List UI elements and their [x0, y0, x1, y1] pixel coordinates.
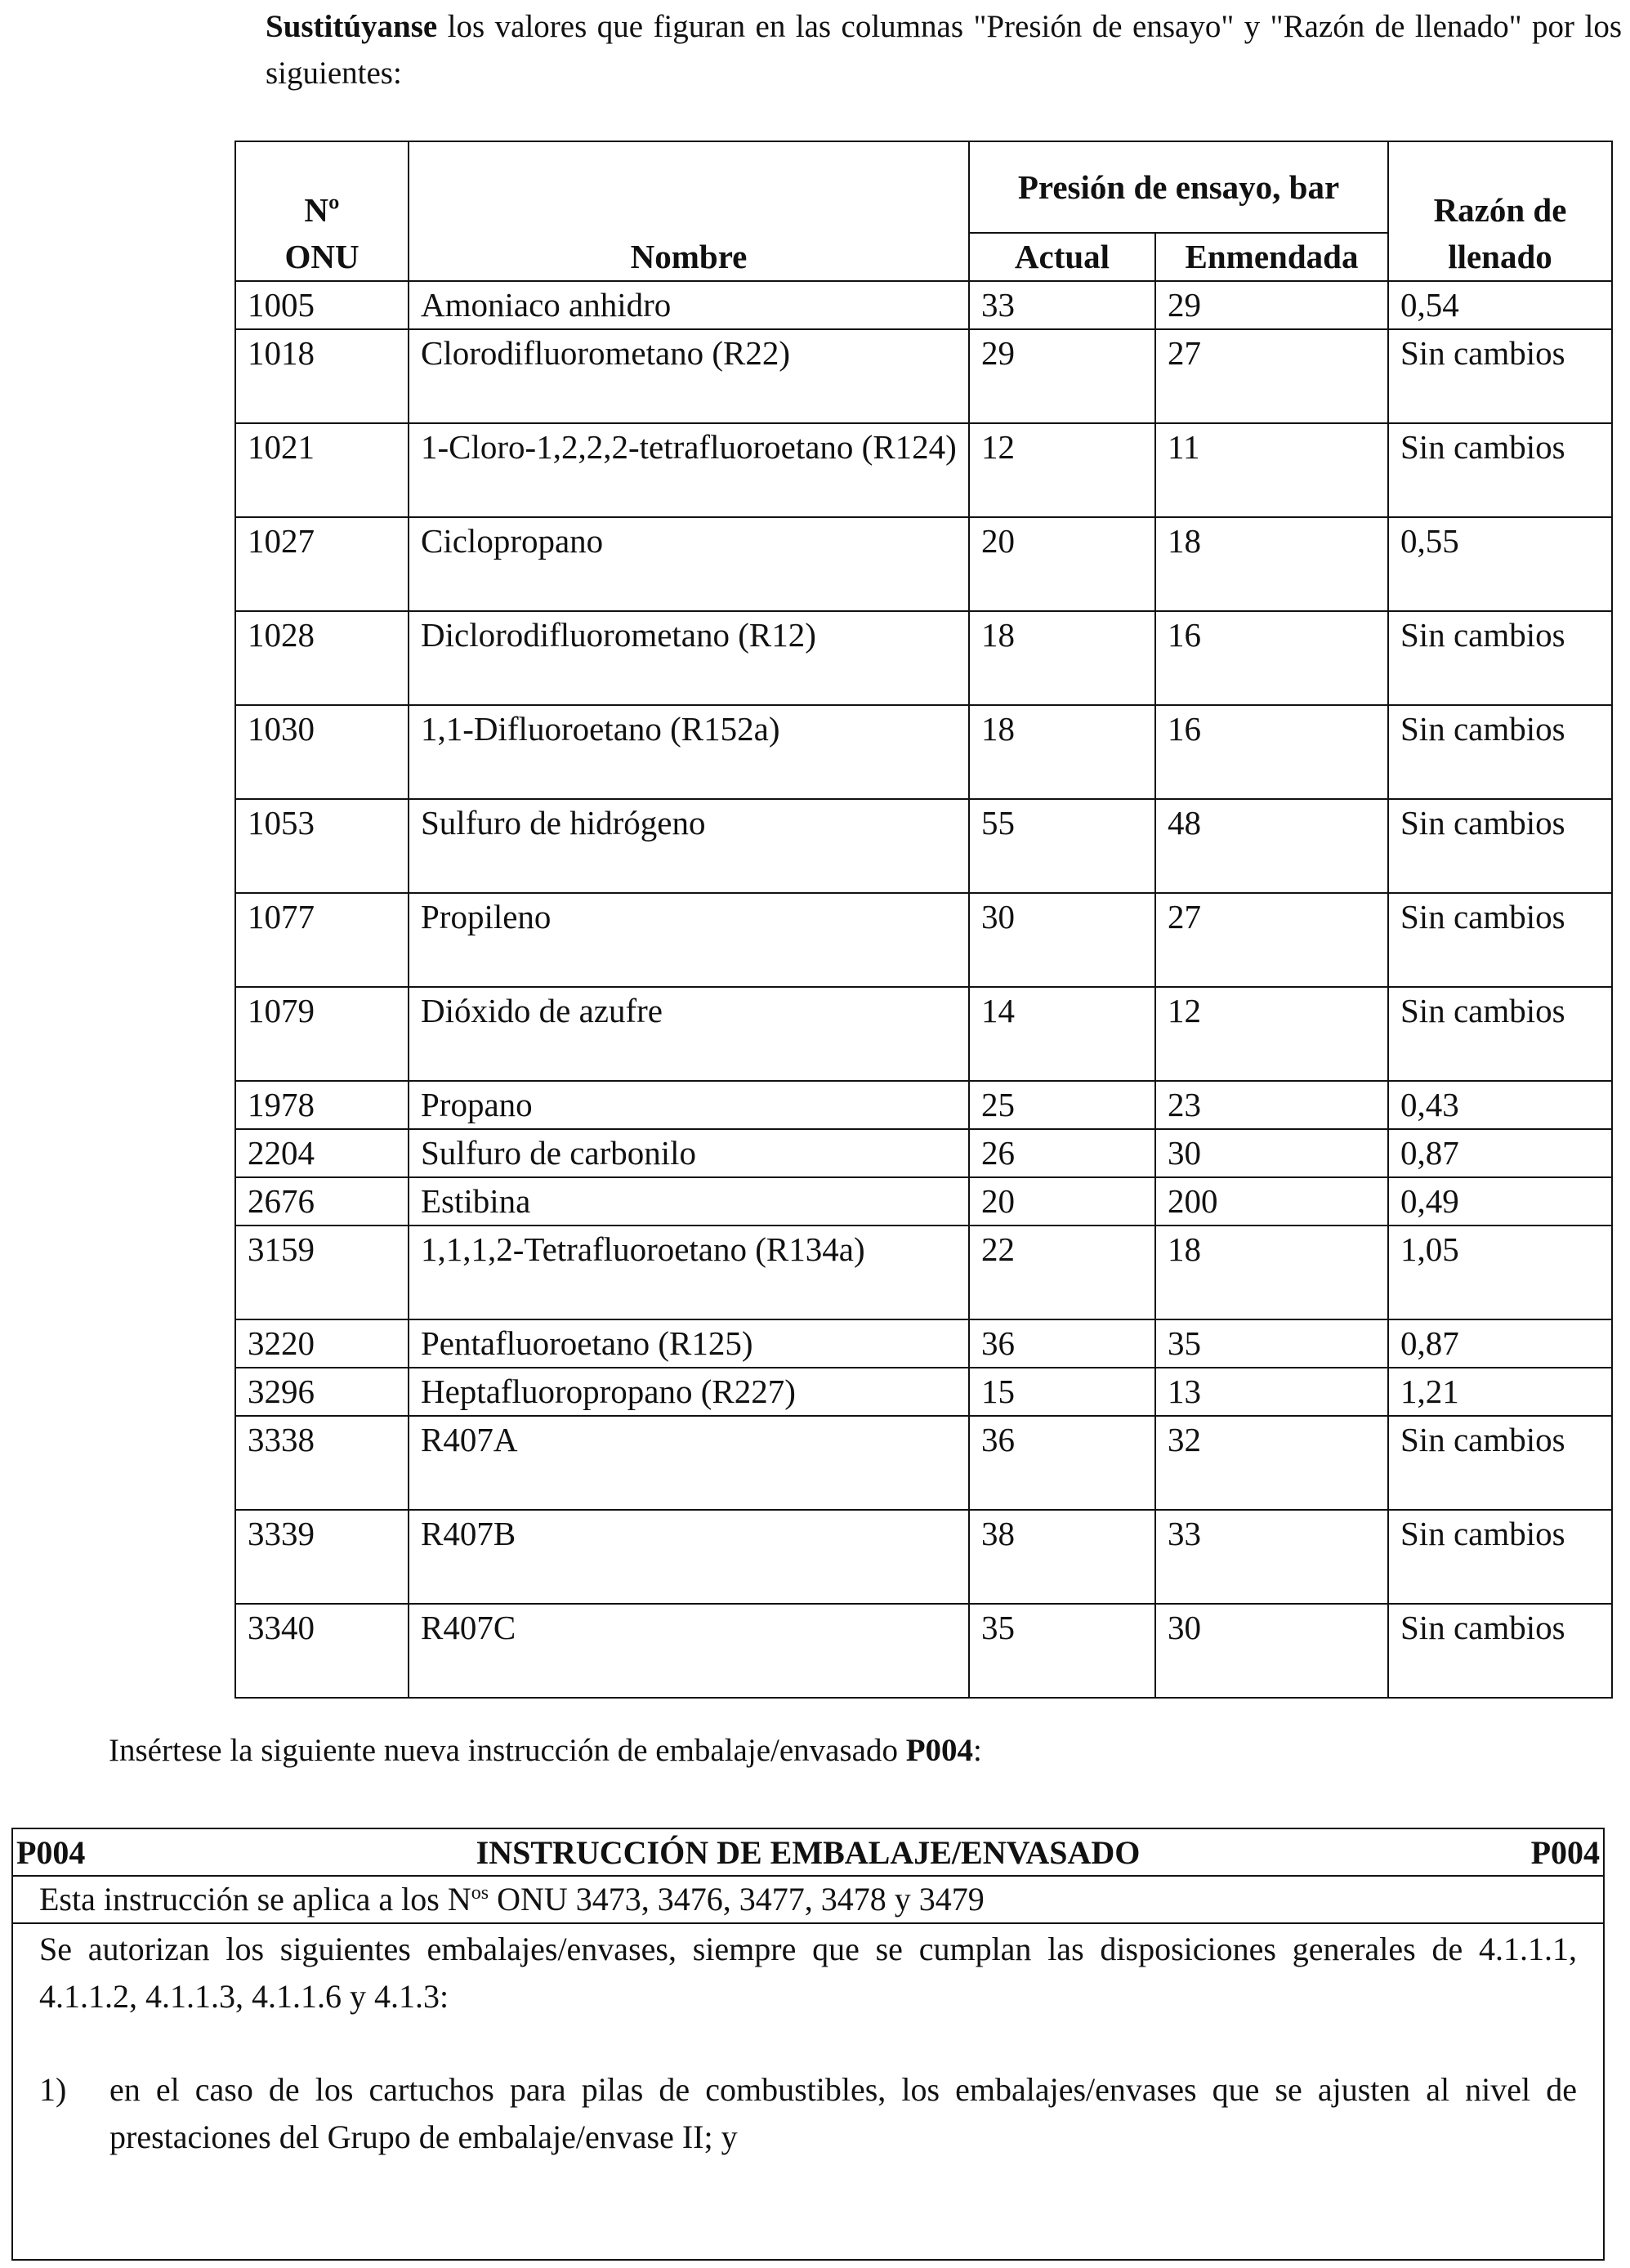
- onu-cell: 1021: [235, 423, 409, 517]
- table-row: [235, 281, 1612, 329]
- actual-pressure-cell: 15: [969, 1368, 1155, 1416]
- amended-pressure-cell: 30: [1155, 1129, 1388, 1177]
- onu-cell: 3338: [235, 1416, 409, 1510]
- onu-cell: 1027: [235, 517, 409, 611]
- filling-ratio-cell: Sin cambios: [1388, 705, 1612, 799]
- actual-pressure-cell: 18: [969, 611, 1155, 705]
- table-row: [235, 517, 1612, 611]
- filling-ratio-cell: Sin cambios: [1388, 987, 1612, 1081]
- header-current: Actual: [969, 233, 1155, 281]
- instruction-item-number: 1): [39, 2071, 67, 2108]
- table-row: [235, 329, 1612, 423]
- filling-ratio-cell: Sin cambios: [1388, 1604, 1612, 1698]
- filling-ratio-cell: 0,87: [1388, 1129, 1612, 1177]
- amended-pressure-cell: 18: [1155, 517, 1388, 611]
- amended-pressure-cell: 11: [1155, 423, 1388, 517]
- filling-ratio-cell: 1,21: [1388, 1368, 1612, 1416]
- filling-ratio-cell: 0,43: [1388, 1081, 1612, 1129]
- instruction-code-right: P004: [1530, 1834, 1600, 1871]
- actual-pressure-cell: 22: [969, 1226, 1155, 1319]
- name-cell: 1-Cloro-1,2,2,2-tetrafluoroetano (R124): [409, 423, 969, 517]
- header-amended: Enmendada: [1155, 233, 1388, 281]
- packing-instruction-box: [11, 1828, 1605, 2261]
- intro-bold-verb: Sustitúyanse: [266, 9, 438, 44]
- name-cell: Sulfuro de hidrógeno: [409, 799, 969, 893]
- name-cell: Clorodifluorometano (R22): [409, 329, 969, 423]
- table-row: [235, 1416, 1612, 1510]
- name-cell: R407A: [409, 1416, 969, 1510]
- instruction-header: [13, 1829, 1603, 1877]
- onu-cell: 1018: [235, 329, 409, 423]
- instruction-body: [13, 1924, 1603, 2161]
- actual-pressure-cell: 20: [969, 517, 1155, 611]
- onu-cell: 1079: [235, 987, 409, 1081]
- name-cell: Diclorodifluorometano (R12): [409, 611, 969, 705]
- amended-pressure-cell: 27: [1155, 893, 1388, 987]
- amended-pressure-cell: 200: [1155, 1177, 1388, 1226]
- filling-ratio-cell: Sin cambios: [1388, 329, 1612, 423]
- amended-pressure-cell: 18: [1155, 1226, 1388, 1319]
- table-row: [235, 705, 1612, 799]
- filling-ratio-cell: 0,55: [1388, 517, 1612, 611]
- table-row: [235, 1129, 1612, 1177]
- name-cell: Dióxido de azufre: [409, 987, 969, 1081]
- table-row: [235, 1368, 1612, 1416]
- filling-ratio-cell: Sin cambios: [1388, 423, 1612, 517]
- actual-pressure-cell: 36: [969, 1319, 1155, 1368]
- table-row: [235, 1510, 1612, 1604]
- actual-pressure-cell: 33: [969, 281, 1155, 329]
- onu-cell: 2204: [235, 1129, 409, 1177]
- header-ratio: Razón de llenado: [1388, 141, 1612, 281]
- actual-pressure-cell: 30: [969, 893, 1155, 987]
- amended-pressure-cell: 48: [1155, 799, 1388, 893]
- name-cell: 1,1,1,2-Tetrafluoroetano (R134a): [409, 1226, 969, 1319]
- actual-pressure-cell: 55: [969, 799, 1155, 893]
- onu-cell: 2676: [235, 1177, 409, 1226]
- name-cell: Heptafluoropropano (R227): [409, 1368, 969, 1416]
- actual-pressure-cell: 25: [969, 1081, 1155, 1129]
- filling-ratio-cell: 0,54: [1388, 281, 1612, 329]
- table-row: [235, 611, 1612, 705]
- onu-cell: 3296: [235, 1368, 409, 1416]
- filling-ratio-cell: Sin cambios: [1388, 1510, 1612, 1604]
- filling-ratio-cell: Sin cambios: [1388, 799, 1612, 893]
- name-cell: Sulfuro de carbonilo: [409, 1129, 969, 1177]
- onu-cell: 3339: [235, 1510, 409, 1604]
- name-cell: Propano: [409, 1081, 969, 1129]
- table-row: [235, 893, 1612, 987]
- name-cell: Estibina: [409, 1177, 969, 1226]
- header-onu: Nº ONU: [235, 141, 409, 281]
- header-pressure: Presión de ensayo, bar: [969, 141, 1388, 233]
- amended-pressure-cell: 32: [1155, 1416, 1388, 1510]
- name-cell: 1,1-Difluoroetano (R152a): [409, 705, 969, 799]
- amended-pressure-cell: 12: [1155, 987, 1388, 1081]
- pressure-table: [234, 141, 1613, 1699]
- amended-pressure-cell: 29: [1155, 281, 1388, 329]
- name-cell: Ciclopropano: [409, 517, 969, 611]
- amended-pressure-cell: 16: [1155, 705, 1388, 799]
- actual-pressure-cell: 12: [969, 423, 1155, 517]
- onu-cell: 1053: [235, 799, 409, 893]
- actual-pressure-cell: 36: [969, 1416, 1155, 1510]
- onu-cell: 1030: [235, 705, 409, 799]
- table-row: [235, 1226, 1612, 1319]
- name-cell: Amoniaco anhidro: [409, 281, 969, 329]
- instruction-title: INSTRUCCIÓN DE EMBALAJE/ENVASADO: [476, 1834, 1141, 1871]
- filling-ratio-cell: 0,49: [1388, 1177, 1612, 1226]
- name-cell: R407C: [409, 1604, 969, 1698]
- onu-cell: 1978: [235, 1081, 409, 1129]
- actual-pressure-cell: 29: [969, 329, 1155, 423]
- amended-pressure-cell: 27: [1155, 329, 1388, 423]
- onu-cell: 1077: [235, 893, 409, 987]
- table-row: [235, 1177, 1612, 1226]
- onu-cell: 1028: [235, 611, 409, 705]
- instruction-item-text: en el caso de los cartuchos para pilas de combustibles, los embalajes/envases que se ajusten al nivel de prestaciones del Grupo de embalaje/envase II; y: [109, 2071, 1577, 2155]
- instruction-item: [39, 2066, 1577, 2161]
- filling-ratio-cell: Sin cambios: [1388, 1416, 1612, 1510]
- insert-note: Insértese la siguiente nueva instrucción de embalaje/envasado P004:: [109, 1733, 982, 1768]
- table-row: [235, 1081, 1612, 1129]
- table-row: [235, 987, 1612, 1081]
- amended-pressure-cell: 13: [1155, 1368, 1388, 1416]
- onu-cell: 3220: [235, 1319, 409, 1368]
- amended-pressure-cell: 16: [1155, 611, 1388, 705]
- amended-pressure-cell: 30: [1155, 1604, 1388, 1698]
- actual-pressure-cell: 35: [969, 1604, 1155, 1698]
- onu-cell: 3159: [235, 1226, 409, 1319]
- intro-text: los valores que figuran en las columnas "Presión de ensayo" y "Razón de llenado" por los siguientes:: [266, 9, 1622, 91]
- instruction-code-left: P004: [16, 1834, 86, 1871]
- amended-pressure-cell: 23: [1155, 1081, 1388, 1129]
- filling-ratio-cell: Sin cambios: [1388, 893, 1612, 987]
- header-name: Nombre: [409, 141, 969, 281]
- name-cell: R407B: [409, 1510, 969, 1604]
- filling-ratio-cell: 0,87: [1388, 1319, 1612, 1368]
- table-row: [235, 1319, 1612, 1368]
- table-row: [235, 423, 1612, 517]
- instruction-authorized-text: Se autorizan los siguientes embalajes/envases, siempre que se cumplan las disposiciones generales de 4.1.1.1, 4.1.1.2, 4.1.1.3, 4.1.1.6 y 4.1.3:: [39, 1931, 1577, 2015]
- filling-ratio-cell: Sin cambios: [1388, 611, 1612, 705]
- table-row: [235, 1604, 1612, 1698]
- onu-cell: 1005: [235, 281, 409, 329]
- actual-pressure-cell: 18: [969, 705, 1155, 799]
- filling-ratio-cell: 1,05: [1388, 1226, 1612, 1319]
- name-cell: Pentafluoroetano (R125): [409, 1319, 969, 1368]
- actual-pressure-cell: 38: [969, 1510, 1155, 1604]
- intro-paragraph: [266, 3, 1622, 96]
- table-row: [235, 799, 1612, 893]
- actual-pressure-cell: 20: [969, 1177, 1155, 1226]
- name-cell: Propileno: [409, 893, 969, 987]
- instruction-applies: Esta instrucción se aplica a los $N^{os}$ ONU 3473, 3476, 3477, 3478 y 3479: [13, 1877, 1603, 1924]
- amended-pressure-cell: 33: [1155, 1510, 1388, 1604]
- actual-pressure-cell: 26: [969, 1129, 1155, 1177]
- onu-cell: 3340: [235, 1604, 409, 1698]
- actual-pressure-cell: 14: [969, 987, 1155, 1081]
- amended-pressure-cell: 35: [1155, 1319, 1388, 1368]
